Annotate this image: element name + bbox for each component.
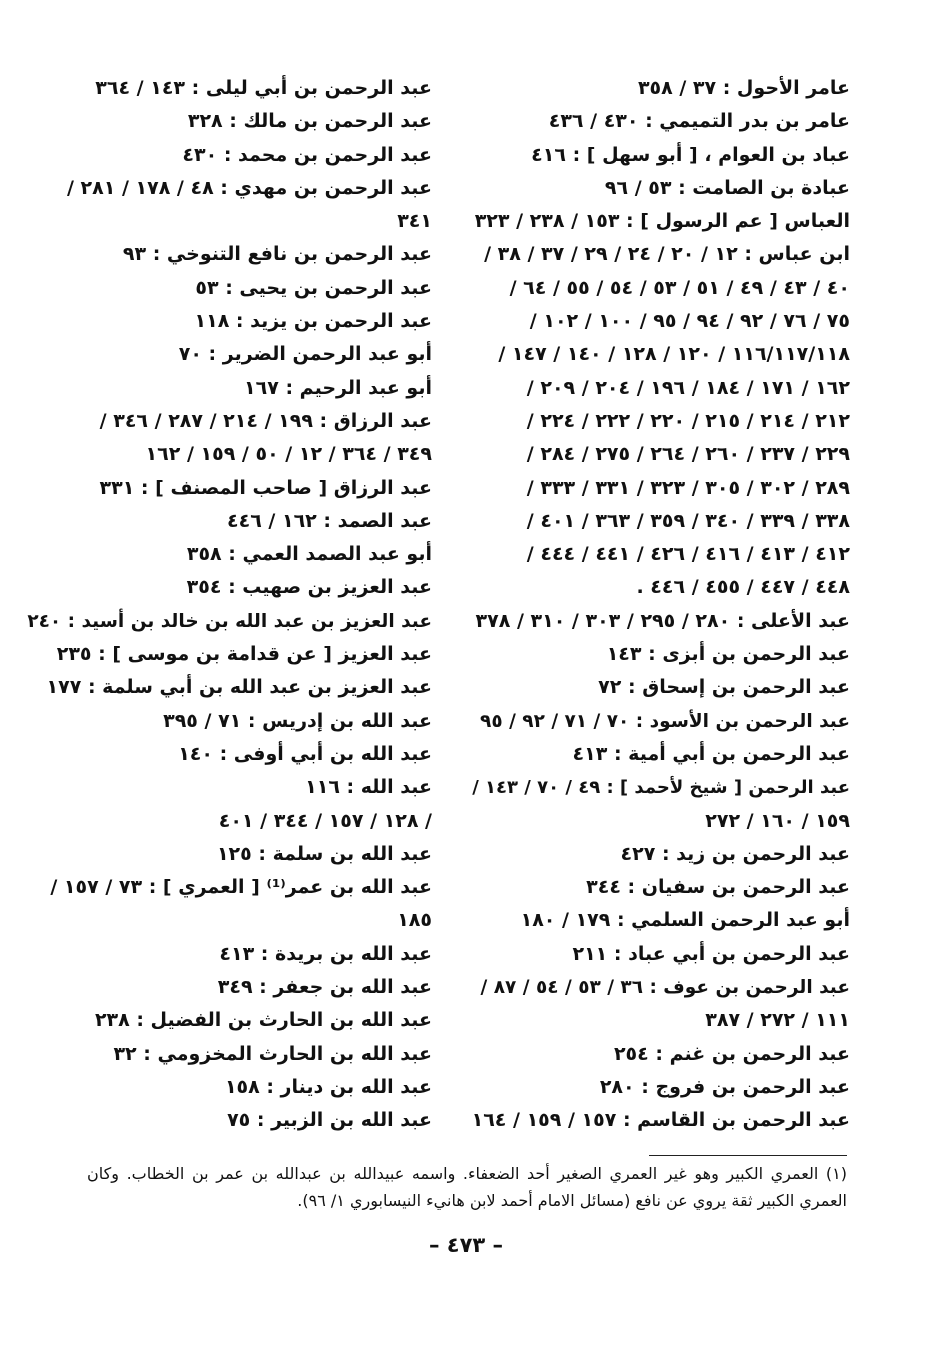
index-entry-line: عبد الرحمن بن يزيد : ١١٨	[194, 310, 432, 333]
index-entry-line: عبد الرحمن بن القاسم : ١٥٧ / ١٥٩ / ١٦٤	[471, 1109, 850, 1132]
page-number: – ٤٧٣ –	[428, 1233, 504, 1257]
footnote-separator	[649, 1155, 847, 1156]
index-column-right	[472, 72, 850, 1138]
index-entry-line: عبد الأعلى : ٢٨٠ / ٢٩٥ / ٣٠٣ / ٣١٠ / ٣٧٨	[475, 609, 850, 632]
index-entry-line: عبد الصمد : ١٦٢ / ٤٤٦	[227, 509, 432, 532]
index-entry-line: أبو عبد الرحمن السلمي : ١٧٩ / ١٨٠	[520, 909, 850, 932]
index-column-left	[24, 72, 432, 1138]
index-entry-line: عبد الله بن الحارث المخزومي : ٣٢	[113, 1042, 432, 1065]
index-entry-line: أبو عبد الرحيم : ١٦٧	[244, 376, 432, 399]
index-entry-line: العباس [ عم الرسول ] : ١٥٣ / ٢٣٨ / ٣٢٣	[474, 210, 850, 233]
index-entry-line: عبد الرحمن بن أبي أمية : ٤١٣	[572, 742, 850, 765]
index-entry-line: عبد الرحمن بن أبي عباد : ٢١١	[572, 942, 850, 965]
index-entry-line: عبد الرحمن بن أبي ليلى : ١٤٣ / ٣٦٤	[95, 77, 432, 99]
index-entry-line: عبد الرحمن بن مهدي : ٤٨ / ١٧٨ / ٢٨١ /	[66, 176, 432, 199]
index-entry-line: عبد العزيز بن عبد الله بن أبي سلمة : ١٧٧	[46, 676, 432, 699]
index-entry-line: عبد الرحمن بن إسحاق : ٧٢	[598, 676, 850, 699]
index-entry-line: عبد الله بن جعفر : ٣٤٩	[217, 976, 432, 999]
index-entry-line: عبد الرحمن بن عوف : ٣٦ / ٥٣ / ٥٤ / ٨٧ /	[480, 977, 850, 999]
index-entry-line: عبد الرحمن بن فروج : ٢٨٠	[599, 1075, 850, 1098]
index-entry-line: عبد الله بن أبي أوفى : ١٤٠	[178, 742, 432, 765]
index-entry-line: عبد الله بن بريدة : ٤١٣	[219, 942, 432, 965]
index-entry-line: عبد الله : ١١٦	[305, 776, 432, 799]
index-entry-line: ٢٢٩ / ٢٣٧ / ٢٦٠ / ٢٦٤ / ٢٧٥ / ٢٨٤ /	[526, 443, 850, 466]
index-entry-line: ٣٤١	[397, 210, 432, 233]
index-entry-line: عبد الله بن دينار : ١٥٨	[224, 1075, 432, 1098]
index-entry-line: ٤١٢ / ٤١٣ / ٤١٦ / ٤٢٦ / ٤٤١ / ٤٤٤ /	[526, 543, 850, 566]
index-entry-line: ١١١ / ٢٧٢ / ٣٨٧	[705, 1009, 850, 1032]
index-entry-line: عباد بن العوام ، [ أبو سهل ] : ٤١٦	[531, 143, 850, 166]
index-entry-line: عبد الله بن الزبير : ٧٥	[227, 1109, 432, 1132]
index-entry-line: عبد الله بن عمر⁽¹⁾ [ العمري ] : ٧٣ / ١٥٧ /	[50, 876, 432, 899]
index-entry-line: ٣٤٩ / ٣٦٤ / ١٢ / ٥٠ / ١٥٩ / ١٦٢	[145, 443, 432, 466]
index-entry-line: عبد الرزاق [ صاحب المصنف ] : ٣٣١	[99, 476, 432, 499]
index-entry-line: ١١٦/١١٧/١١٨ / ١٢٠ / ١٢٨ / ١٤٠ / ١٤٧ /	[498, 343, 850, 366]
index-entry-line: عبد الرحمن بن أبزى : ١٤٣	[606, 643, 850, 666]
footnote: (١) العمري الكبير وهو غير العمري الصغير أحد الضعفاء. واسمه عبيدالله بن عبدالله بن عمر بن الخطاب. وكان العمري الكبير ثقة يروي عن نافع (مسائل الامام أحمد لابن هانيء النيسابوري ١/ ٩٦).	[87, 1164, 847, 1210]
index-entry-line: عبد الرحمن بن نافع التنوخي : ٩٣	[122, 243, 432, 266]
index-entry-line: عبد الرحمن بن الأسود : ٧٠ / ٧١ / ٩٢ / ٩٥	[480, 710, 850, 732]
index-entry-line: عبد الله بن إدريس : ٧١ / ٣٩٥	[163, 709, 432, 732]
index-entry-line: أبو عبد الصمد العمي : ٣٥٨	[186, 543, 432, 566]
index-entry-line: عبد الرحمن بن مالك : ٣٢٨	[187, 110, 432, 133]
index-entry-line: عبد الرحمن بن غنم : ٢٥٤	[613, 1042, 850, 1065]
index-entry-line: عامر الأحول : ٣٧ / ٣٥٨	[637, 77, 850, 99]
index-entry-line: ٢٨٩ / ٣٠٢ / ٣٠٥ / ٣٢٣ / ٣٣١ / ٣٣٣ /	[526, 476, 850, 499]
index-entry-line: عبد الرحمن بن سفيان : ٣٤٤	[586, 876, 850, 899]
index-entry-line: ٧٥ / ٧٦ / ٩٢ / ٩٤ / ٩٥ / ١٠٠ / ١٠٢ /	[529, 310, 850, 333]
index-entry-line: / ١٢٨ / ١٥٧ / ٣٤٤ / ٤٠١	[218, 809, 432, 832]
index-entry-line: ٤٤٨ / ٤٤٧ / ٤٥٥ / ٤٤٦ .	[636, 576, 850, 599]
index-entry-line: ١٦٢ / ١٧١ / ١٨٤ / ١٩٦ / ٢٠٤ / ٢٠٩ /	[526, 376, 850, 399]
index-entry-line: عبد الرحمن بن يحيى : ٥٣	[195, 276, 432, 299]
index-entry-line: عبد العزيز بن عبد الله بن خالد بن أسيد : ٢٤٠	[27, 610, 432, 632]
index-entry-line: عبادة بن الصامت : ٥٣ / ٩٦	[604, 176, 850, 199]
index-entry-line: عبد العزيز [ عن قدامة بن موسى ] : ٢٣٥	[56, 643, 432, 666]
index-entry-line: أبو عبد الرحمن الضرير : ٧٠	[178, 343, 432, 366]
index-entry-line: عبد الله بن الحارث بن الفضيل : ٢٣٨	[94, 1009, 432, 1032]
index-entry-line: ابن عباس : ١٢ / ٢٠ / ٢٤ / ٢٩ / ٣٧ / ٣٨ /	[484, 243, 850, 266]
index-entry-line: ١٥٩ / ١٦٠ / ٢٧٢	[705, 809, 850, 832]
index-entry-line: عبد الرحمن بن زيد : ٤٢٧	[620, 842, 850, 865]
index-entry-line: ٣٣٨ / ٣٣٩ / ٣٤٠ / ٣٥٩ / ٣٦٣ / ٤٠١ /	[526, 509, 850, 532]
index-entry-line: عبد الله بن سلمة : ١٢٥	[216, 842, 432, 865]
index-entry-line: ٤٠ / ٤٣ / ٤٩ / ٥١ / ٥٣ / ٥٤ / ٥٥ / ٦٤ /	[509, 276, 850, 299]
index-entry-line: عبد العزيز بن صهيب : ٣٥٤	[186, 576, 432, 599]
index-entry-line: عبد الرحمن [ شيخ لأحمد ] : ٤٩ / ٧٠ / ١٤٣ /	[472, 777, 850, 799]
index-entry-line: عبد الرحمن بن محمد : ٤٣٠	[182, 143, 432, 166]
index-entry-line: عبد الرزاق : ١٩٩ / ٢١٤ / ٢٨٧ / ٣٤٦ /	[99, 409, 432, 432]
index-entry-line: ٢١٢ / ٢١٤ / ٢١٥ / ٢٢٠ / ٢٢٢ / ٢٢٤ /	[526, 409, 850, 432]
index-entry-line: عامر بن بدر التميمي : ٤٣٠ / ٤٣٦	[548, 110, 850, 133]
index-entry-line: ١٨٥	[397, 909, 432, 932]
